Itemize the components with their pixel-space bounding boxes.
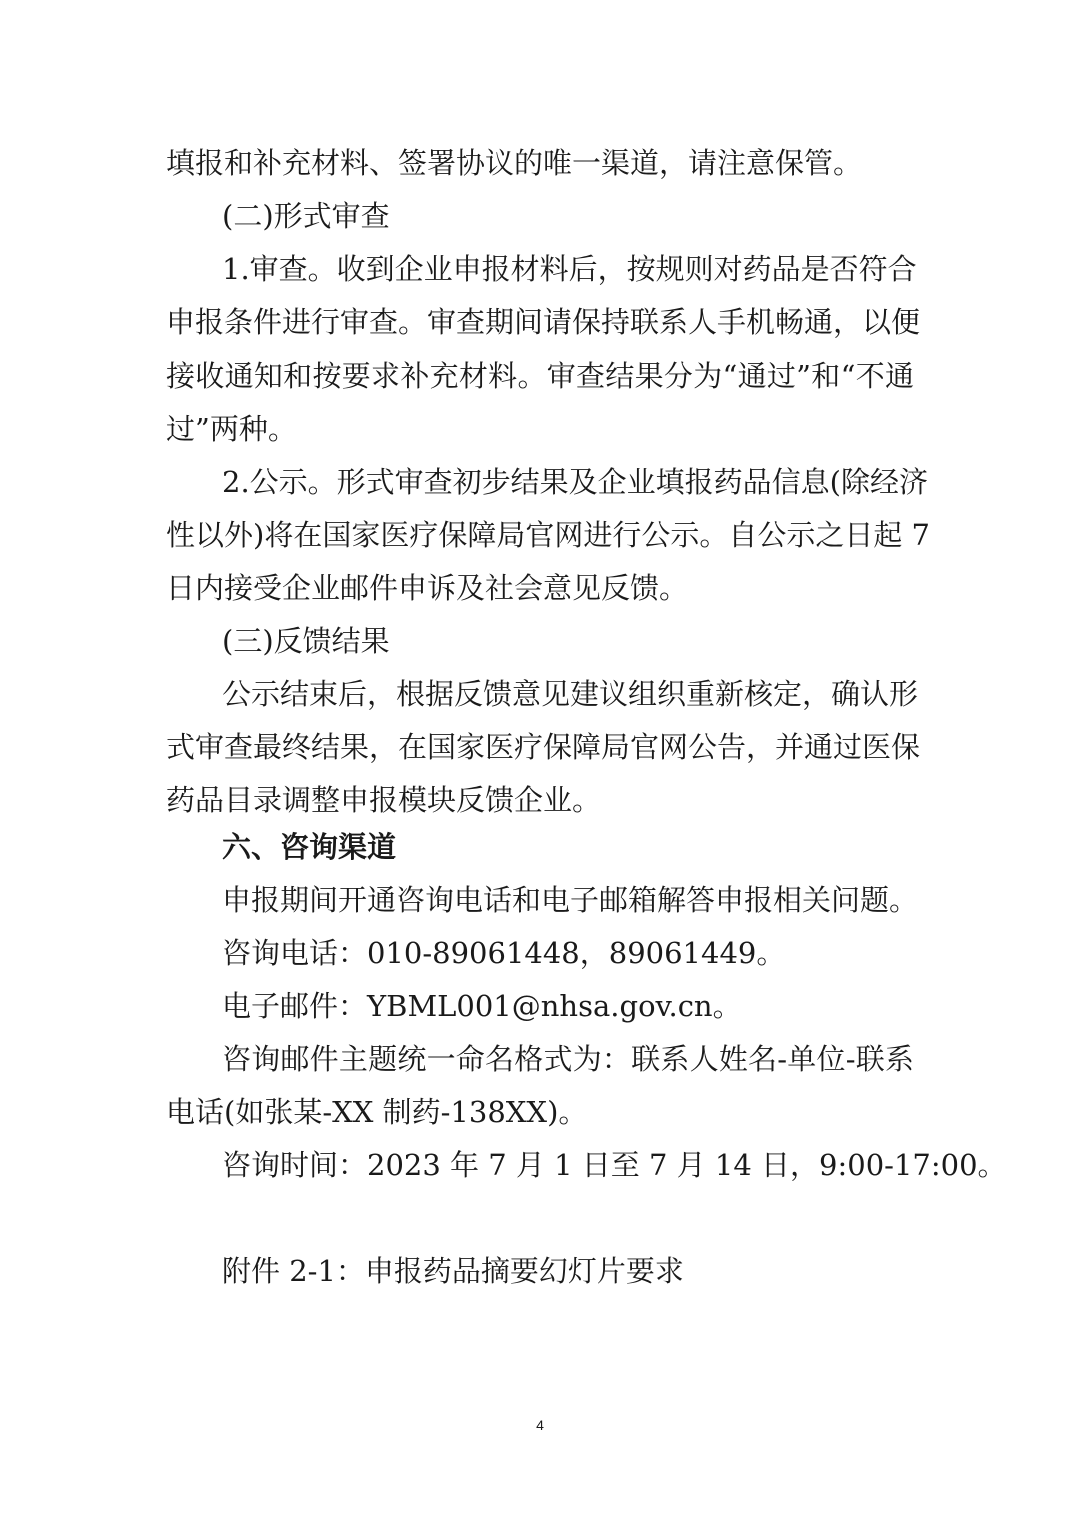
- page-number: 4: [536, 1417, 544, 1433]
- paragraph-line: 公示结束后，根据反馈意见建议组织重新核定，确认形: [222, 677, 919, 711]
- paragraph-line: 申报期间开通咨询电话和电子邮箱解答申报相关问题。: [222, 883, 919, 917]
- paragraph-line: 电话(如张某-XX 制药-138XX)。: [166, 1095, 588, 1129]
- consult-email: 电子邮件：YBML001@nhsa.gov.cn。: [222, 989, 742, 1023]
- paragraph-line: 填报和补充材料、签署协议的唯一渠道，请注意保管。: [166, 146, 863, 180]
- paragraph-line: 2.公示。形式审查初步结果及企业填报药品信息(除经济: [222, 465, 928, 499]
- paragraph-line: 接收通知和按要求补充材料。审查结果分为“通过”和“不通: [166, 359, 914, 393]
- section-3-title: (三)反馈结果: [222, 624, 390, 658]
- consult-hours: 咨询时间：2023 年 7 月 1 日至 7 月 14 日，9:00-17:00。: [222, 1148, 1007, 1182]
- paragraph-line: 药品目录调整申报模块反馈企业。: [166, 783, 602, 817]
- attachment-note: 附件 2-1：申报药品摘要幻灯片要求: [222, 1254, 684, 1288]
- consult-phone: 咨询电话：010-89061448，89061449。: [222, 936, 786, 970]
- paragraph-line: 式审查最终结果，在国家医疗保障局官网公告，并通过医保: [166, 730, 921, 764]
- paragraph-line: 性以外)将在国家医疗保障局官网进行公示。自公示之日起 7: [166, 518, 930, 552]
- section-2-title: (二)形式审查: [222, 199, 390, 233]
- paragraph-line: 咨询邮件主题统一命名格式为：联系人姓名-单位-联系: [222, 1042, 914, 1076]
- paragraph-line: 日内接受企业邮件申诉及社会意见反馈。: [166, 571, 689, 605]
- paragraph-line: 1.审查。收到企业申报材料后，按规则对药品是否符合: [222, 252, 917, 286]
- paragraph-line: 过”两种。: [166, 412, 297, 446]
- paragraph-line: 申报条件进行审查。审查期间请保持联系人手机畅通，以便: [166, 305, 921, 339]
- section-6-heading: 六、咨询渠道: [222, 830, 397, 864]
